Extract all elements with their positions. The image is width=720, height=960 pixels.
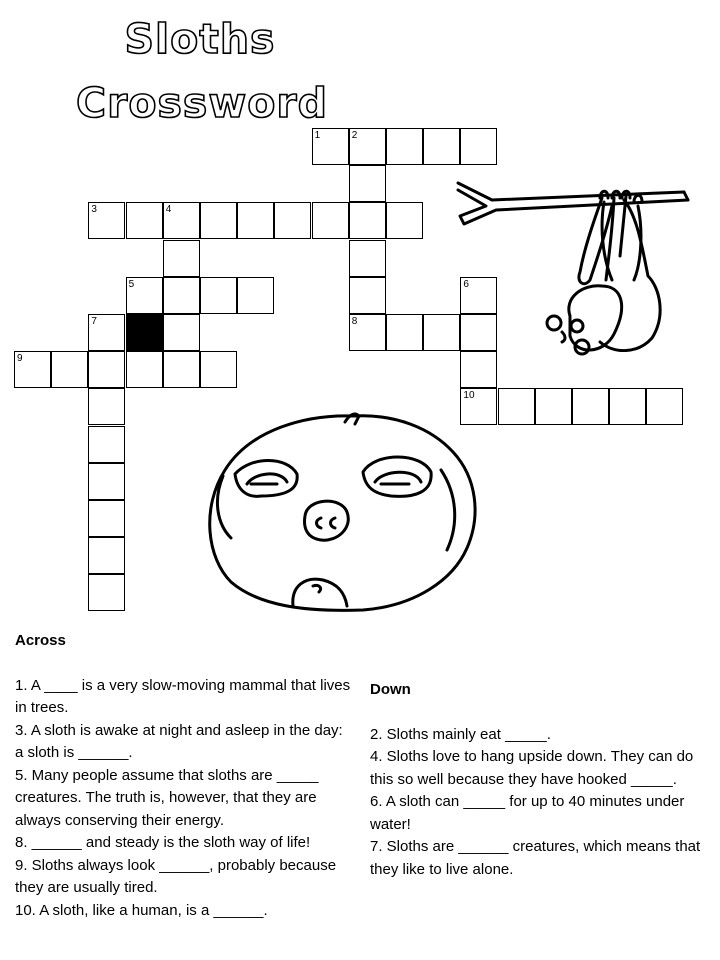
blocked-cell <box>126 314 163 351</box>
across-clue-3: 3. A sloth is awake at night and asleep in the day: a sloth is ______. <box>15 721 343 761</box>
grid-cell[interactable] <box>349 240 386 277</box>
grid-cell[interactable] <box>126 351 163 388</box>
across-clue-5: 5. Many people assume that sloths are _____ creatures. The truth is, however, that they are always conserving their energy. <box>15 766 319 829</box>
grid-cell[interactable] <box>237 202 274 239</box>
clue-number: 5 <box>128 278 135 290</box>
grid-cell[interactable] <box>646 388 683 425</box>
grid-cell[interactable] <box>572 388 609 425</box>
grid-cell[interactable] <box>163 202 200 239</box>
grid-cell[interactable] <box>535 388 572 425</box>
grid-cell[interactable] <box>386 128 423 165</box>
title-line-1: Sloths <box>124 15 276 63</box>
grid-cell[interactable] <box>200 202 237 239</box>
grid-cell[interactable] <box>609 388 646 425</box>
grid-cell[interactable] <box>163 314 200 351</box>
across-clue-1: 1. A ____ is a very slow-moving mammal that lives in trees. <box>15 676 351 716</box>
clue-number: 10 <box>463 390 475 402</box>
grid-cell[interactable] <box>460 128 497 165</box>
grid-cell[interactable] <box>237 277 274 314</box>
grid-cell[interactable] <box>88 500 125 537</box>
grid-cell[interactable] <box>349 128 386 165</box>
grid-cell[interactable] <box>88 537 125 574</box>
clue-number: 1 <box>314 130 321 141</box>
down-clues <box>370 679 715 881</box>
grid-cell[interactable] <box>88 388 125 425</box>
grid-cell[interactable] <box>274 202 311 239</box>
sloth-face-illustration <box>195 400 485 615</box>
across-clue-8: 8. ______ and steady is the sloth way of life! <box>15 834 311 851</box>
grid-cell[interactable] <box>88 426 125 463</box>
grid-cell[interactable] <box>312 128 349 165</box>
grid-cell[interactable] <box>126 202 163 239</box>
clue-number: 3 <box>91 204 97 216</box>
across-clues <box>15 630 355 922</box>
down-heading: Down <box>370 681 411 698</box>
grid-cell[interactable] <box>51 351 88 388</box>
down-clue-7: 7. Sloths are ______ creatures, which means that they like to live alone. <box>370 838 701 878</box>
down-clue-6: 6. A sloth can _____ for up to 40 minutes under water! <box>370 793 685 833</box>
down-clue-2: 2. Sloths mainly eat _____. <box>370 725 551 743</box>
grid-cell[interactable] <box>88 463 125 500</box>
grid-cell[interactable] <box>163 240 200 277</box>
grid-cell[interactable] <box>88 314 125 351</box>
grid-cell[interactable] <box>200 351 237 388</box>
grid-cell[interactable] <box>126 277 163 314</box>
title-line-2: Crossword <box>76 79 328 127</box>
grid-cell[interactable] <box>163 351 200 388</box>
across-heading: Across <box>15 632 66 649</box>
grid-cell[interactable] <box>498 388 535 425</box>
clue-number: 6 <box>463 278 469 290</box>
grid-cell[interactable] <box>386 202 423 239</box>
grid-cell[interactable] <box>14 351 51 388</box>
clue-number: 2 <box>351 130 358 141</box>
clue-number: 7 <box>91 316 97 327</box>
grid-cell[interactable] <box>312 202 349 239</box>
grid-cell[interactable] <box>349 277 386 314</box>
grid-cell[interactable] <box>423 128 460 165</box>
grid-cell[interactable] <box>349 202 386 239</box>
grid-cell[interactable] <box>349 165 386 202</box>
grid-cell[interactable] <box>88 574 125 611</box>
clue-number: 8 <box>351 316 358 327</box>
grid-cell[interactable] <box>88 202 125 239</box>
grid-cell[interactable] <box>163 277 200 314</box>
grid-cell[interactable] <box>386 314 423 351</box>
grid-cell[interactable] <box>88 351 125 388</box>
hanging-sloth-illustration <box>452 176 720 366</box>
clue-number: 9 <box>17 353 23 365</box>
clue-number: 4 <box>165 204 172 216</box>
grid-cell[interactable] <box>200 277 237 314</box>
across-clue-10: 10. A sloth, like a human, is a ______. <box>15 901 268 919</box>
down-clue-4: 4. Sloths love to hang upside down. They can do this so well because they have hooked _____. <box>370 748 694 788</box>
across-clue-9: 9. Sloths always look ______, probably because they are usually tired. <box>15 856 337 896</box>
grid-cell[interactable] <box>349 314 386 351</box>
